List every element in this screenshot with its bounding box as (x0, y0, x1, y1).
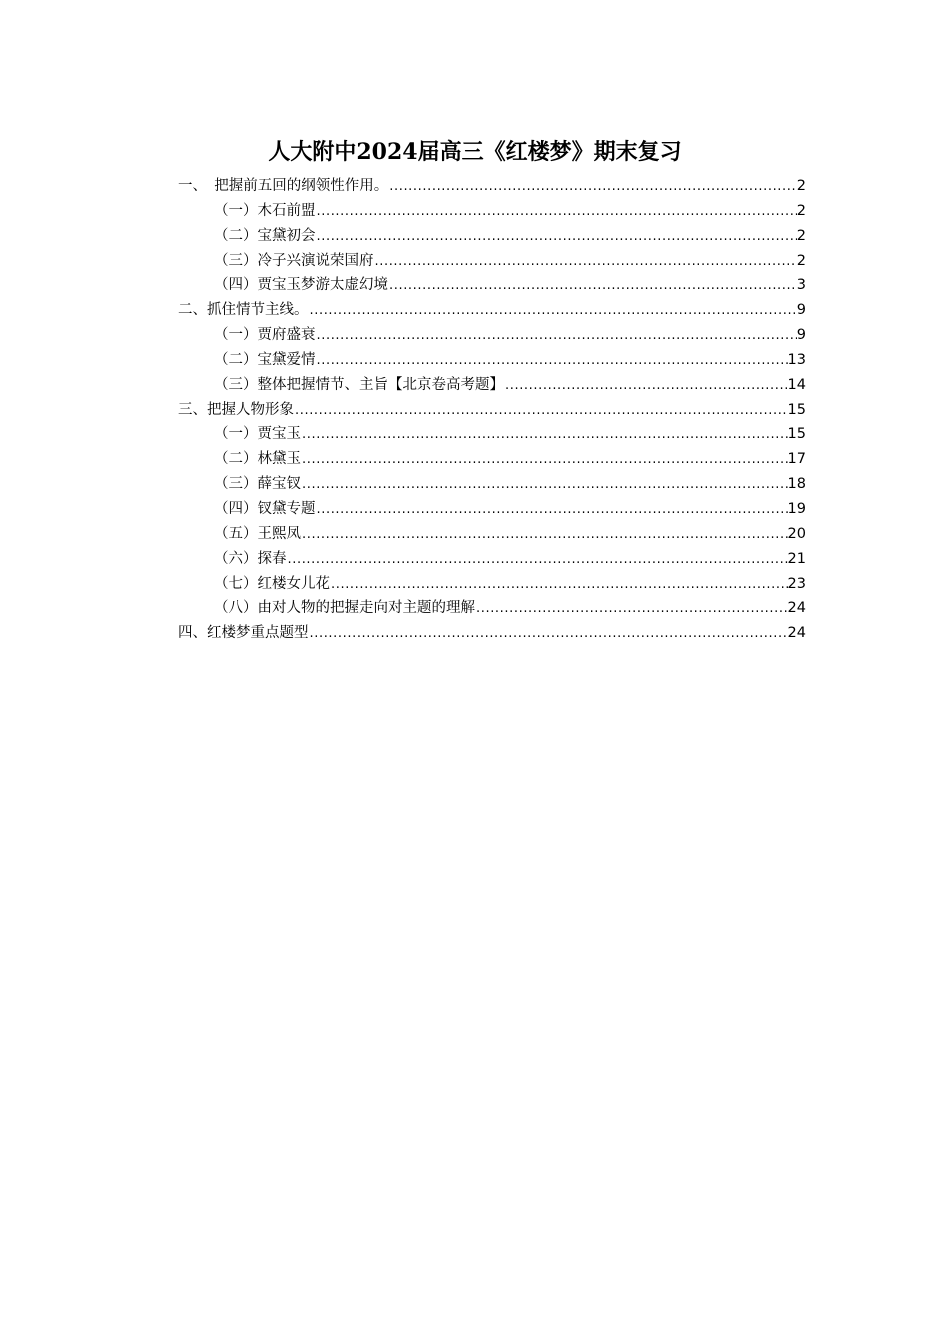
toc-dot-leader (316, 225, 797, 249)
toc-dot-leader (294, 399, 788, 423)
toc-entry-page: 18 (787, 476, 806, 493)
toc-entry-page: 13 (787, 351, 806, 368)
toc-entry-page: 24 (787, 625, 806, 642)
toc-entry-label: （一）贾府盛衰 (214, 327, 316, 344)
toc-entry[interactable] (178, 174, 806, 199)
toc-entry-label: （八）由对人物的把握走向对主题的理解 (214, 600, 475, 617)
toc-entry-label: 四、红楼梦重点题型 (178, 625, 309, 642)
toc-entry-page: 2 (796, 227, 806, 244)
toc-entry-label: （三）薛宝钗 (214, 476, 301, 493)
toc-dot-leader (301, 523, 788, 547)
toc-entry-page: 9 (796, 302, 806, 319)
toc-entry-page: 23 (787, 575, 806, 592)
toc-entry-page: 2 (796, 178, 806, 194)
toc-entry-label: （四）贾宝玉梦游太虚幻境 (214, 277, 388, 294)
toc-dot-leader (388, 274, 797, 298)
toc-entry-label: 一、 把握前五回的纲领性作用。 (178, 178, 389, 194)
toc-dot-leader (301, 423, 788, 447)
toc-entry-label: （一）木石前盟 (214, 202, 316, 219)
toc-dot-leader (504, 374, 788, 398)
toc-dot-leader (330, 573, 788, 597)
toc-dot-leader (316, 498, 788, 522)
toc-dot-leader (287, 548, 788, 572)
toc-entry-page: 15 (787, 401, 806, 418)
toc-entry-label: （一）贾宝玉 (214, 426, 301, 443)
toc-entry-label: （三）冷子兴演说荣国府 (214, 252, 374, 269)
toc-entry[interactable] (178, 422, 806, 447)
toc-dot-leader (316, 324, 797, 348)
toc-entry[interactable] (178, 497, 806, 522)
toc-entry-label: （四）钗黛专题 (214, 500, 316, 517)
toc-entry[interactable] (178, 373, 806, 398)
toc-dot-leader (374, 250, 797, 274)
toc-entry[interactable] (178, 249, 806, 274)
toc-entry-page: 15 (787, 426, 806, 443)
toc-entry[interactable] (178, 273, 806, 298)
toc-entry[interactable] (178, 547, 806, 572)
toc-entry-label: （六）探春 (214, 550, 287, 567)
toc-entry-label: （五）王熙凤 (214, 525, 301, 542)
table-of-contents (178, 174, 806, 646)
toc-entry-page: 24 (787, 600, 806, 617)
toc-entry-page: 2 (796, 202, 806, 219)
toc-entry-label: （二）林黛玉 (214, 451, 301, 468)
toc-entry-label: （七）红楼女儿花 (214, 575, 330, 592)
toc-entry[interactable] (178, 447, 806, 472)
toc-entry[interactable] (178, 398, 806, 423)
toc-dot-leader (316, 349, 788, 373)
toc-entry-page: 14 (787, 376, 806, 393)
toc-entry-page: 21 (787, 550, 806, 567)
toc-entry[interactable] (178, 298, 806, 323)
toc-entry[interactable] (178, 224, 806, 249)
toc-entry-label: 三、把握人物形象 (178, 401, 294, 418)
toc-entry-page: 3 (796, 277, 806, 294)
toc-entry[interactable] (178, 621, 806, 646)
toc-dot-leader (301, 473, 788, 497)
toc-entry[interactable] (178, 572, 806, 597)
toc-dot-leader (309, 622, 788, 646)
toc-entry[interactable] (178, 596, 806, 621)
toc-entry-label: （三）整体把握情节、主旨【北京卷高考题】 (214, 376, 504, 393)
toc-dot-leader (475, 597, 788, 621)
toc-dot-leader (301, 448, 788, 472)
toc-dot-leader (309, 299, 797, 323)
toc-entry-label: （二）宝黛初会 (214, 227, 316, 244)
toc-entry-page: 2 (796, 252, 806, 269)
toc-entry-label: （二）宝黛爱情 (214, 351, 316, 368)
toc-entry[interactable] (178, 199, 806, 224)
toc-entry[interactable] (178, 348, 806, 373)
toc-entry[interactable] (178, 472, 806, 497)
toc-entry[interactable] (178, 323, 806, 348)
toc-entry-page: 19 (787, 500, 806, 517)
toc-dot-leader (388, 175, 797, 199)
toc-entry-label: 二、抓住情节主线。 (178, 302, 309, 319)
toc-dot-leader (316, 200, 797, 224)
toc-entry-page: 9 (796, 327, 806, 344)
toc-entry-page: 17 (787, 451, 806, 468)
page-title: 人大附中2024届高三《红楼梦》期末复习 (268, 139, 682, 165)
toc-entry-page: 20 (787, 525, 806, 542)
toc-entry[interactable] (178, 522, 806, 547)
